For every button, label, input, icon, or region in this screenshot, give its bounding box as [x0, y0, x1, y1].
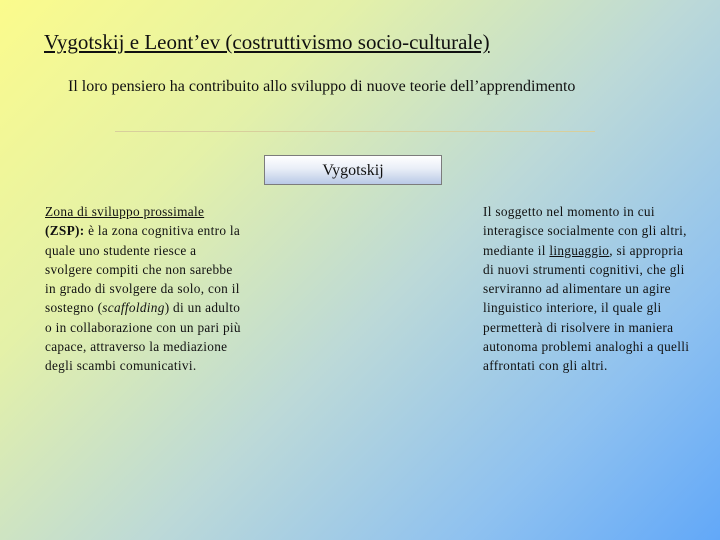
zsp-text-part-2: ) di un adulto o in collaborazione con un pari più capace, attraverso la mediazione degli scambi comunicativi.: [45, 300, 241, 374]
vygotskij-label-box: [264, 155, 442, 185]
linguaggio-term: linguaggio: [549, 242, 610, 258]
zsp-term: Zona di sviluppo prossimale: [45, 204, 205, 219]
zsp-text-part-1: è la zona cognitiva entro la quale uno studente riesce a svolgere compiti che non sarebbe in grado di svolgere da solo, con il sostegno (: [45, 223, 241, 316]
scaffolding-term: scaffolding: [102, 300, 165, 316]
linguaggio-paragraph: [483, 202, 693, 376]
slide-title: Vygotskij e Leont’ev (costruttivismo socio-culturale): [44, 30, 490, 54]
divider-line: [115, 131, 595, 132]
linguaggio-text-part-1: Il soggetto nel momento in cui interagisce socialmente con gli altri, mediante il: [483, 204, 687, 258]
zsp-abbreviation: (ZSP):: [45, 223, 85, 239]
vygotskij-label: Vygotskij: [322, 162, 384, 179]
zsp-paragraph: [45, 202, 245, 376]
linguaggio-text-part-2: , si appropria di nuovi strumenti cognitivi, che gli serviranno ad alimentare un agire linguistico interiore, il quale gli permetterà di risolvere in maniera autonoma problemi analoghi a quelli affrontati con gli altri.: [483, 242, 690, 374]
slide-subtitle: Il loro pensiero ha contribuito allo sviluppo di nuove teorie dell’apprendimento: [68, 78, 576, 95]
